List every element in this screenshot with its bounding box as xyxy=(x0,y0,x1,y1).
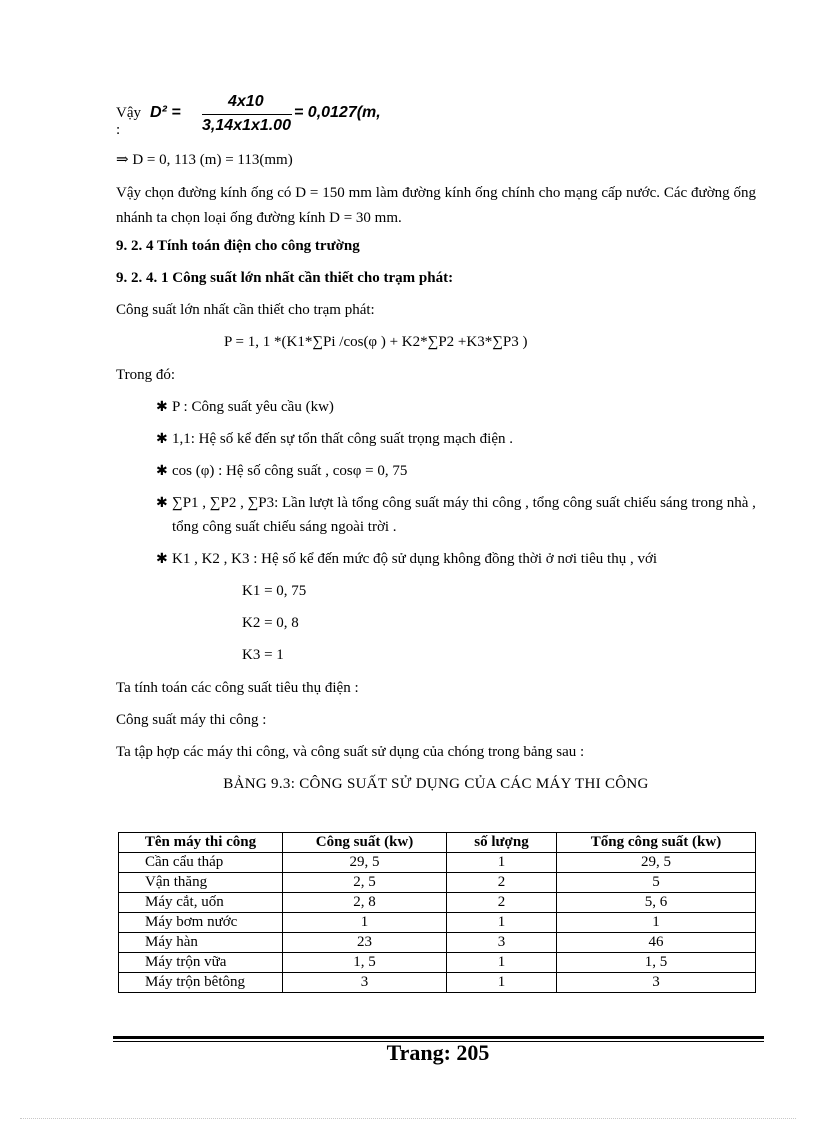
cell-total: 3 xyxy=(557,973,756,993)
table-intro: Ta tập hợp các máy thi công, và công suất sử dụng của chóng trong bảng sau : xyxy=(116,744,585,760)
page-bottom-divider xyxy=(20,1118,796,1119)
cell-total: 46 xyxy=(557,933,756,953)
cell-quantity: 1 xyxy=(447,953,557,973)
formula-result: = 0,0127(m, xyxy=(294,104,381,121)
bullet-item: ✱ ∑P1 , ∑P2 , ∑P3: Lần lượt là tổng công suất máy thi công , tổng công suất chiếu sáng trong nhà , tổng công suất chiếu sáng ngoài trời . xyxy=(156,491,772,539)
bullet-item: ✱ P : Công suất yêu cầu (kw) xyxy=(156,399,334,415)
cell-power: 1, 5 xyxy=(283,953,447,973)
star-bullet-icon: ✱ xyxy=(156,551,168,567)
machine-power-label: Công suất máy thi công : xyxy=(116,712,267,728)
k2-value: K2 = 0, 8 xyxy=(242,615,299,631)
cell-quantity: 2 xyxy=(447,893,557,913)
table-row xyxy=(119,973,756,993)
fraction-bar xyxy=(202,114,292,115)
table-row xyxy=(119,853,756,873)
table-header-row xyxy=(119,833,756,853)
column-header: Tên máy thi công xyxy=(119,833,283,853)
column-header: Công suất (kw) xyxy=(283,833,447,853)
formula-lhs: D² = xyxy=(150,104,181,121)
power-formula: P = 1, 1 *(K1*∑Pi /cos(φ ) + K2*∑P2 +K3*∑P3 ) xyxy=(224,334,528,350)
bullet-item: ✱ cos (φ) : Hệ số công suất , cosφ = 0, 75 xyxy=(156,463,408,479)
table-caption: BẢNG 9.3: CÔNG SUẤT SỬ DỤNG CỦA CÁC MÁY THI CÔNG xyxy=(223,776,649,792)
section-heading-9-2-4: 9. 2. 4 Tính toán điện cho công trường xyxy=(116,238,360,254)
machine-power-table xyxy=(118,832,756,993)
cell-total: 1, 5 xyxy=(557,953,756,973)
cell-power: 2, 8 xyxy=(283,893,447,913)
star-bullet-icon: ✱ xyxy=(156,463,168,479)
intro-text: Công suất lớn nhất cần thiết cho trạm phát: xyxy=(116,302,375,318)
table-row xyxy=(119,893,756,913)
bullet-item: ✱ 1,1: Hệ số kể đến sự tổn thất công suất trọng mạch điện . xyxy=(156,431,513,447)
formula-numerator: 4x10 xyxy=(228,93,264,110)
cell-machine-name: Máy cắt, uốn xyxy=(119,893,283,913)
calc-intro: Ta tính toán các công suất tiêu thụ điện : xyxy=(116,680,359,696)
cell-quantity: 1 xyxy=(447,853,557,873)
cell-machine-name: Máy bơm nước xyxy=(119,913,283,933)
cell-machine-name: Vận thăng xyxy=(119,873,283,893)
cell-power: 23 xyxy=(283,933,447,953)
cell-total: 29, 5 xyxy=(557,853,756,873)
cell-power: 29, 5 xyxy=(283,853,447,873)
cell-machine-name: Máy hàn xyxy=(119,933,283,953)
table-row xyxy=(119,953,756,973)
trong-do-label: Trong đó: xyxy=(116,367,176,383)
cell-quantity: 1 xyxy=(447,973,557,993)
cell-machine-name: Cần cẩu tháp xyxy=(119,853,283,873)
bullet-item: ✱ K1 , K2 , K3 : Hệ số kể đến mức độ sử dụng không đồng thời ở nơi tiêu thụ , với xyxy=(156,551,658,567)
column-header: Tổng công suất (kw) xyxy=(557,833,756,853)
cell-total: 1 xyxy=(557,913,756,933)
cell-quantity: 1 xyxy=(447,913,557,933)
footer-rule-thick xyxy=(113,1036,764,1039)
k3-value: K3 = 1 xyxy=(242,647,284,663)
star-bullet-icon: ✱ xyxy=(156,495,168,511)
formula-denominator: 3,14x1x1.00 xyxy=(202,117,291,134)
star-bullet-icon: ✱ xyxy=(156,399,168,415)
cell-total: 5, 6 xyxy=(557,893,756,913)
table-row xyxy=(119,933,756,953)
cell-total: 5 xyxy=(557,873,756,893)
star-bullet-icon: ✱ xyxy=(156,431,168,447)
table-row xyxy=(119,873,756,893)
cell-machine-name: Máy trộn bêtông xyxy=(119,973,283,993)
cell-quantity: 2 xyxy=(447,873,557,893)
paragraph-pipe-choice: Vậy chọn đường kính ống có D = 150 mm làm đường kính ống chính cho mạng cấp nước. Các đường ống nhánh ta chọn loại ống đường kính D = 30 mm. xyxy=(116,185,756,226)
formula-prefix: Vậy : xyxy=(116,105,141,138)
k1-value: K1 = 0, 75 xyxy=(242,583,307,599)
column-header: số lượng xyxy=(447,833,557,853)
cell-power: 1 xyxy=(283,913,447,933)
section-heading-9-2-4-1: 9. 2. 4. 1 Công suất lớn nhất cần thiết cho trạm phát: xyxy=(116,270,454,286)
diameter-result: ⇒ D = 0, 113 (m) = 113(mm) xyxy=(116,152,293,168)
cell-power: 3 xyxy=(283,973,447,993)
cell-machine-name: Máy trộn vữa xyxy=(119,953,283,973)
cell-power: 2, 5 xyxy=(283,873,447,893)
cell-quantity: 3 xyxy=(447,933,557,953)
table-row xyxy=(119,913,756,933)
page-number: Trang: 205 xyxy=(386,1040,490,1065)
